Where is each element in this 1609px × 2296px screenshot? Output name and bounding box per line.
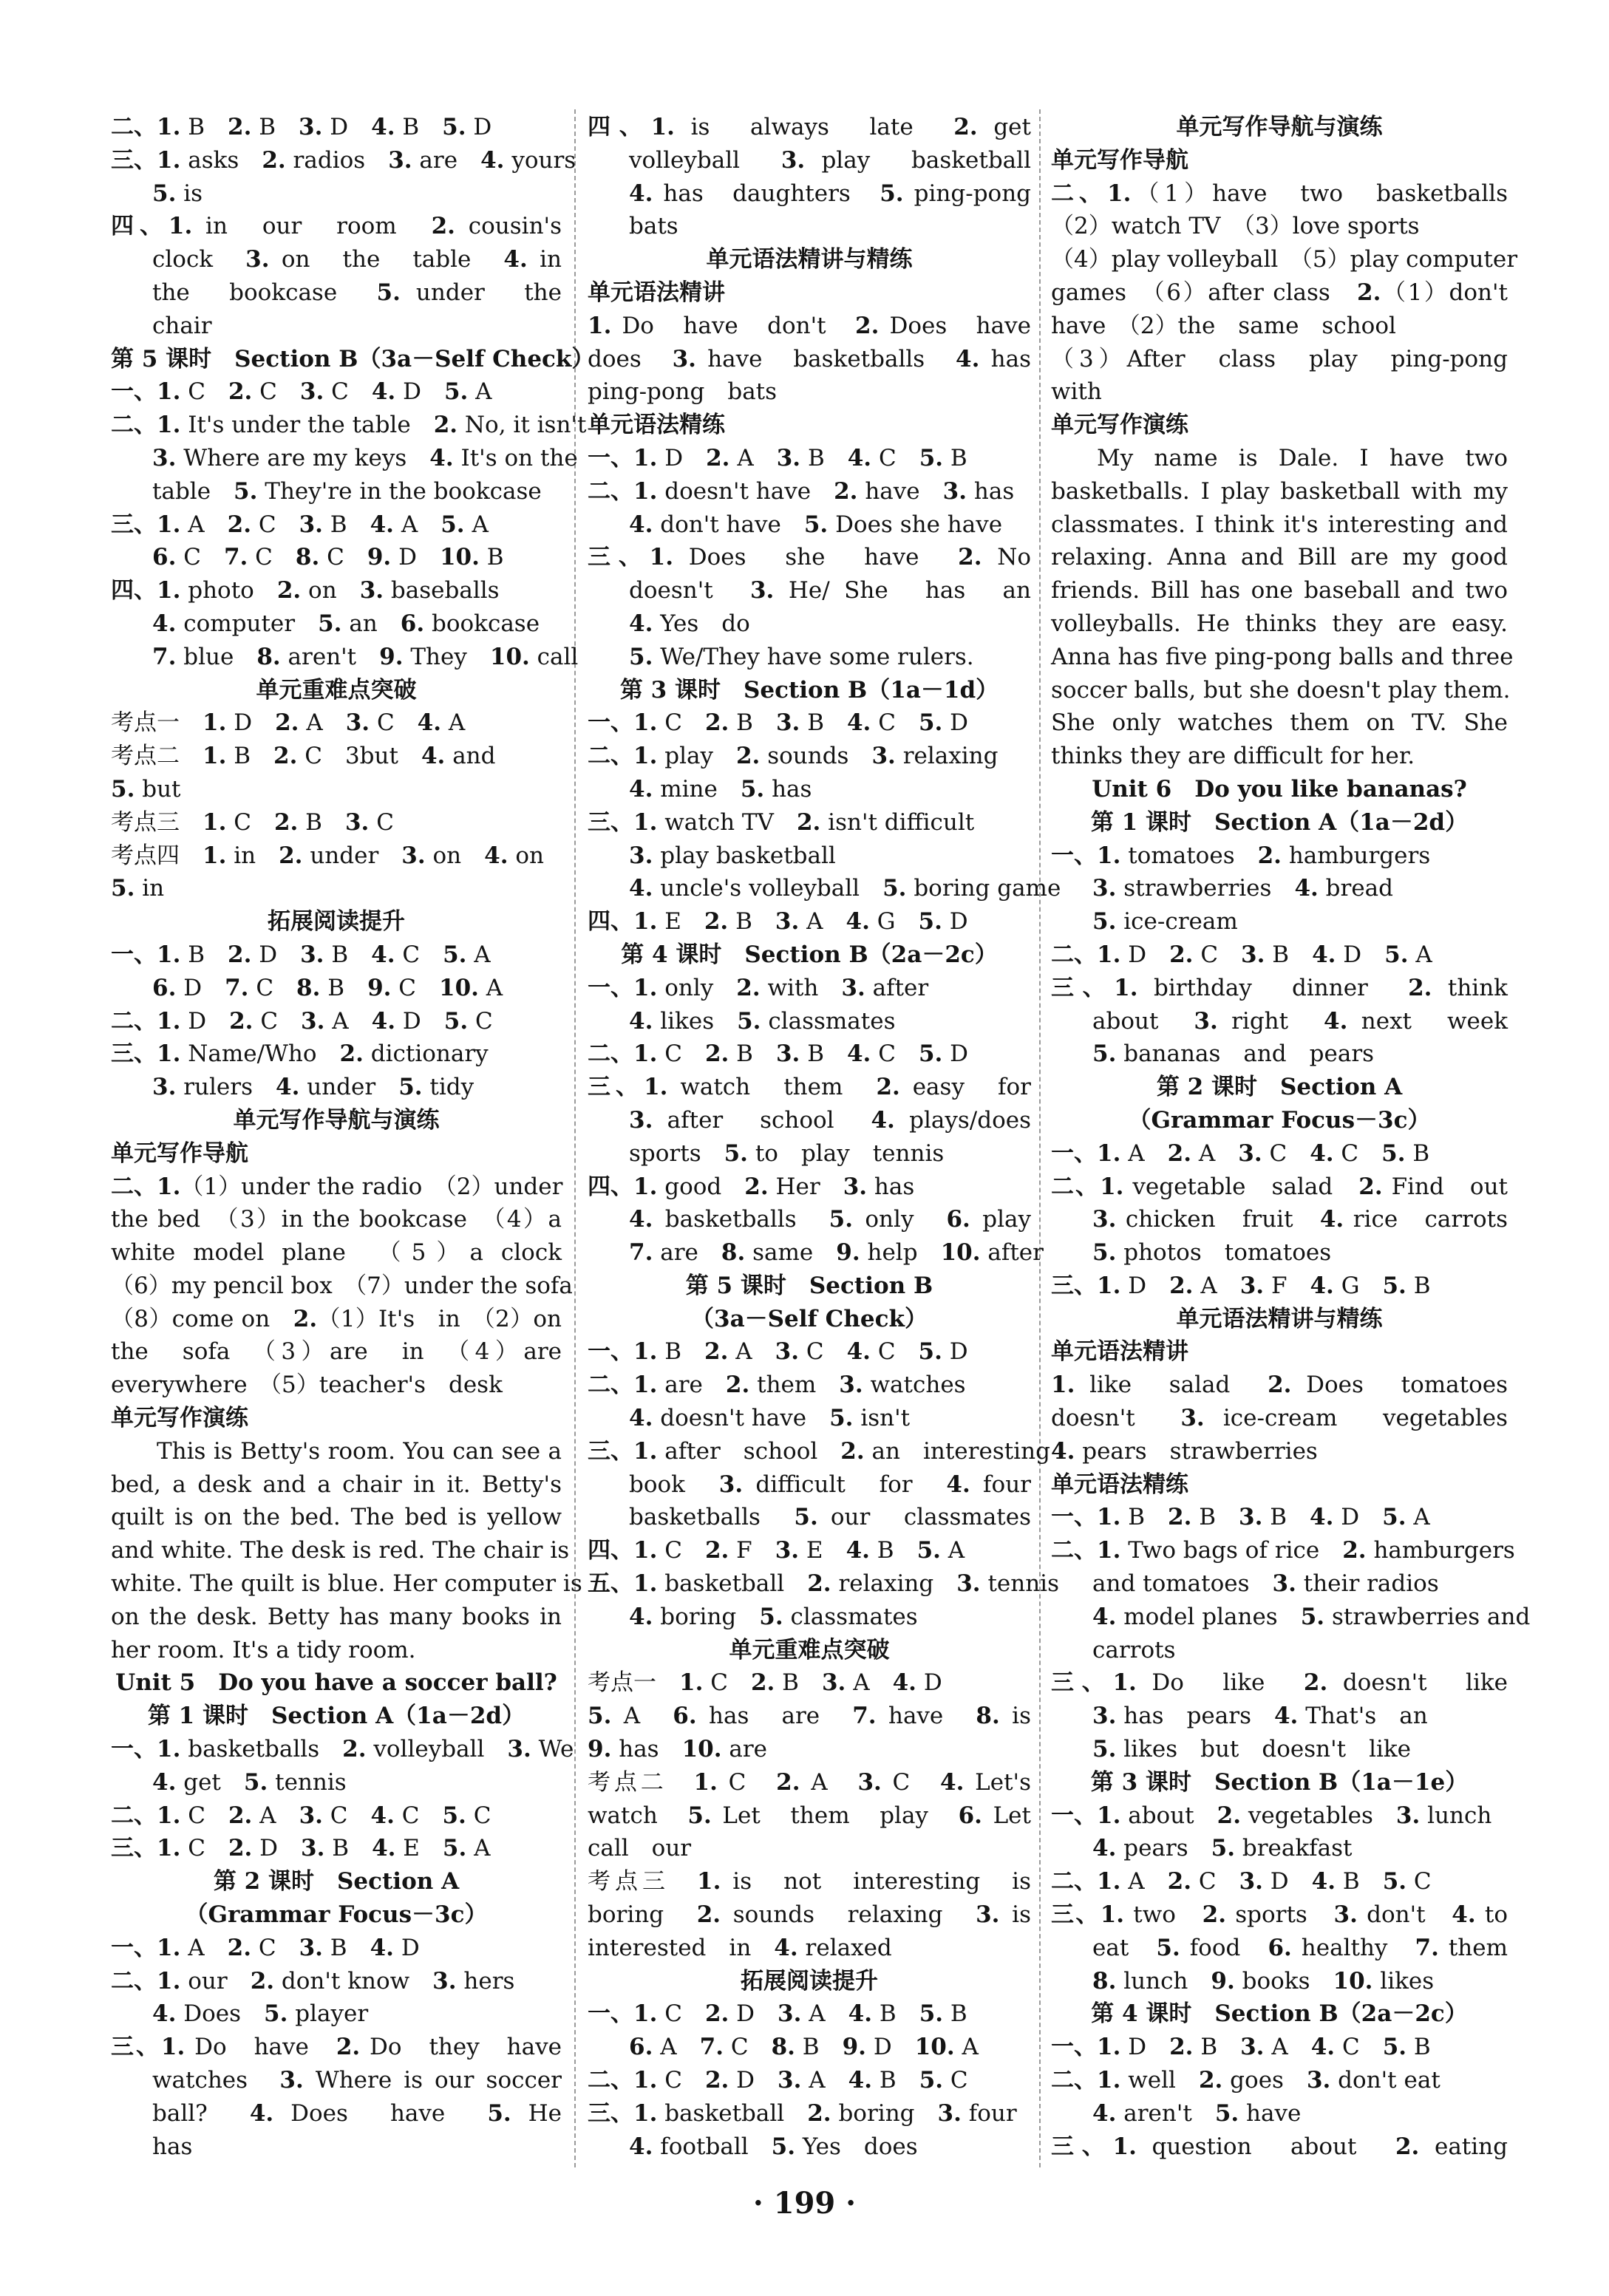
answer-line: sports 5. to play tennis (629, 1140, 945, 1167)
answer-line: doesn't 3. He/ She has an (629, 577, 1031, 604)
answer-line: 三、1. C 2. D 3. B 4. E 5. A (111, 1835, 491, 1862)
answer-line: white. The quilt is blue. Her computer is (111, 1570, 582, 1598)
answer-line: 4. mine 5. has (629, 775, 812, 803)
section-heading: 单元语法精讲与精练 (706, 246, 913, 273)
answer-line: 3. chicken fruit 4. rice carrots (1092, 1206, 1508, 1233)
answer-line: clock 3. on the table 4. in (152, 246, 562, 273)
answer-line: 三、1. Do have 2. Do they have (111, 2034, 562, 2061)
answer-line: the bed （3）in the bookcase （4）a (111, 1206, 562, 1233)
answer-line: 4. has daughters 5. ping-pong (629, 180, 1032, 207)
section-heading: 单元写作导航与演练 (233, 1106, 440, 1134)
section-heading: 第 1 课时 Section A（1a－2d） (1090, 808, 1469, 836)
answer-line: 四、1. in our room 2. cousin's (111, 213, 562, 240)
answer-line: 一、1. C 2. C 3. C 4. D 5. A (111, 378, 492, 406)
answer-line: 4. computer 5. an 6. bookcase (152, 610, 540, 637)
answer-line: 一、1. C 2. B 3. B 4. C 5. D (588, 709, 969, 737)
answer-line: white model plane （5）a clock (111, 1239, 562, 1267)
answer-line: ping-pong bats (588, 378, 778, 406)
section-heading: 第 2 课时 Section A (1156, 1074, 1403, 1101)
answer-line: 5. photos tomatoes (1092, 1239, 1332, 1267)
answer-line: 4. pears 5. breakfast (1092, 1835, 1353, 1862)
answer-line: 4. pears strawberries (1051, 1437, 1318, 1465)
answer-line: interested in 4. relaxed (588, 1934, 892, 1961)
answer-line: ball? 4. Does have 5. He (152, 2099, 562, 2127)
section-heading: 第 5 课时 Section B (685, 1272, 933, 1299)
answer-line: 一、1. C 2. D 3. A 4. B 5. B (588, 2000, 967, 2028)
answer-line: 4. likes 5. classmates (629, 1007, 896, 1035)
answer-line: 二、1. well 2. goes 3. don't eat (1051, 2067, 1440, 2094)
answer-line: 二、1. D 2. C 3. B 4. D 5. A (1051, 941, 1432, 968)
answer-line: boring 2. sounds relaxing 3. is (588, 1901, 1031, 1929)
answer-line: relaxing. Anna and Bill are my good (1051, 544, 1508, 571)
answer-line: 4. model planes 5. strawberries and (1092, 1603, 1531, 1630)
answer-line: 三、1. two 2. sports 3. don't 4. to (1051, 1901, 1508, 1929)
answer-line: 考点三 1. is not interesting is (588, 1868, 1032, 1895)
answer-line: everywhere （5）teacher's desk (111, 1372, 503, 1399)
section-heading: 单元写作导航 (111, 1140, 248, 1167)
answer-column-2 (588, 111, 1061, 2165)
answer-line: 4. doesn't have 5. isn't (629, 1405, 911, 1432)
answer-line: 三、1. birthday dinner 2. think (1051, 974, 1508, 1001)
answer-line: thinks they are difficult for her. (1051, 743, 1415, 770)
answer-column-3 (1051, 111, 1531, 2165)
section-heading: 第 4 课时 Section B（2a－2c） (621, 941, 998, 968)
answer-line: （3）After class play ping-pong (1051, 345, 1508, 372)
answer-line: 三、1. question about 2. eating (1051, 2133, 1508, 2160)
answer-line: eat 5. food 6. healthy 7. them (1092, 1934, 1508, 1961)
answer-line: book 3. difficult for 4. four (629, 1471, 1031, 1498)
answer-line: bats (629, 213, 678, 240)
section-heading: 单元写作导航 (1051, 146, 1188, 174)
answer-line: 二、1. doesn't have 2. have 3. has (588, 477, 1015, 505)
answer-line: 三、1. basketball 2. boring 3. four (588, 2099, 1017, 2127)
answer-line: 一、1. basketballs 2. volleyball 3. We (111, 1736, 574, 1763)
answer-line: 3. rulers 4. under 5. tidy (152, 1074, 474, 1101)
answer-line: 考点二 1. B 2. C 3but 4. and (111, 743, 496, 770)
answer-line: with (1051, 378, 1102, 406)
answer-line: 二、1. C 2. D 3. A 4. B 5. C (588, 2067, 968, 2094)
answer-line: 五、1. basketball 2. relaxing 3. tennis (588, 1570, 1060, 1598)
section-heading: 第 5 课时 Section B（3a－Self Check） (111, 345, 595, 372)
answer-line: 3. has pears 4. That's an (1092, 1703, 1428, 1730)
answer-line: 5. but (111, 775, 181, 803)
answer-line: 一、1. A 2. A 3. C 4. C 5. B (1051, 1140, 1430, 1167)
answer-line: 考点四 1. in 2. under 3. on 4. on (111, 842, 544, 869)
section-heading: 拓展阅读提升 (741, 1967, 878, 1994)
answer-line: volleyballs. He thinks they are easy. (1051, 610, 1508, 637)
answer-line: （6）my pencil box （7）under the sofa (111, 1272, 573, 1299)
answer-line: 四、1. C 2. F 3. E 4. B 5. A (588, 1537, 965, 1564)
answer-line: 三、1. D 2. A 3. F 4. G 5. B (1051, 1272, 1431, 1299)
answer-line: 9. has 10. are (588, 1736, 768, 1763)
answer-line: 5. We/They have some rulers. (629, 643, 974, 670)
answer-line: 3. after school 4. plays/does (629, 1106, 1031, 1134)
section-heading: 第 3 课时 Section B（1a－1e） (1090, 1768, 1469, 1796)
answer-line: her room. It's a tidy room. (111, 1636, 416, 1663)
answer-line: 二、1. It's under the table 2. No, it isn't (111, 412, 587, 439)
page-number: · 199 · (752, 2186, 857, 2221)
answer-line: 一、1. D 2. A 3. B 4. C 5. B (588, 444, 967, 471)
answer-line: and white. The desk is red. The chair is (111, 1537, 570, 1564)
answer-line: Anna has five ping-pong balls and three (1051, 643, 1514, 670)
answer-line: call our (588, 1835, 692, 1862)
answer-line: friends. Bill has one baseball and two (1051, 577, 1508, 604)
answer-line: chair (152, 312, 212, 339)
answer-line: the bookcase 5. under the (152, 279, 562, 306)
section-heading: 单元写作演练 (1051, 412, 1188, 439)
answer-line: 4. basketballs 5. only 6. play (629, 1206, 1031, 1233)
answer-line: 一、1. B 2. D 3. B 4. C 5. A (111, 941, 491, 968)
answer-line: basketballs. I play basketball with my (1051, 477, 1508, 505)
answer-line: 四、1. photo 2. on 3. baseballs (111, 577, 500, 604)
column-divider-right (1039, 109, 1041, 2167)
answer-line: 一、1. tomatoes 2. hamburgers (1051, 842, 1431, 869)
answer-line: 4. uncle's volleyball 5. boring game (629, 875, 1061, 902)
answer-line: 四、1. E 2. B 3. A 4. G 5. D (588, 908, 968, 936)
answer-line: 考点一 1. C 2. B 3. A 4. D (588, 1669, 942, 1697)
answer-line: 二、1. C 2. A 3. C 4. C 5. C (111, 1802, 491, 1829)
answer-line: about 3. right 4. next week (1092, 1007, 1508, 1035)
answer-line: She only watches them on TV. She (1051, 709, 1508, 737)
answer-line: 5. is (152, 180, 203, 207)
answer-line: 考点一 1. D 2. A 3. C 4. A (111, 709, 466, 737)
answer-line: basketballs 5. our classmates (629, 1504, 1032, 1531)
answer-line: 5. bananas and pears (1092, 1040, 1375, 1068)
answer-line: My name is Dale. I have two (1097, 444, 1508, 471)
answer-line: carrots (1092, 1636, 1176, 1663)
answer-line: 4. don't have 5. Does she have (629, 511, 1003, 538)
answer-line: 5. ice-cream (1092, 908, 1238, 936)
section-heading: 第 2 课时 Section A (213, 1868, 460, 1895)
section-heading: 单元重难点突破 (256, 676, 417, 704)
section-heading: 单元重难点突破 (729, 1636, 890, 1663)
section-heading: 单元语法精练 (1051, 1471, 1188, 1498)
answer-line: 三、1. Do like 2. doesn't like (1051, 1669, 1508, 1697)
answer-line: 3. strawberries 4. bread (1092, 875, 1394, 902)
answer-line: have （2）the same school (1051, 312, 1396, 339)
answer-line: 二、1. our 2. don't know 3. hers (111, 1967, 515, 1994)
answer-line: 4. football 5. Yes does (629, 2133, 918, 2160)
answer-line: 6. C 7. C 8. C 9. D 10. B (152, 544, 504, 571)
answer-line: table 5. They're in the bookcase (152, 477, 542, 505)
answer-line: doesn't 3. ice-cream vegetables (1051, 1405, 1508, 1432)
answer-line: 四、1. is always late 2. get (588, 114, 1031, 140)
answer-line: 二、1. Two bags of rice 2. hamburgers (1051, 1537, 1515, 1564)
section-heading: 单元语法精练 (588, 412, 725, 439)
answer-line: 7. are 8. same 9. help 10. after (629, 1239, 1044, 1267)
section-heading: （Grammar Focus－3c） (185, 1901, 488, 1929)
section-heading: （3a－Self Check） (691, 1305, 928, 1332)
answer-line: 三、1. Does she have 2. No (588, 544, 1031, 571)
answer-line: classmates. I think it's interesting and (1051, 511, 1508, 538)
answer-line: and tomatoes 3. their radios (1092, 1570, 1439, 1598)
answer-line: 4. boring 5. classmates (629, 1603, 918, 1630)
answer-line: 考点二 1. C 2. A 3. C 4. Let's (588, 1768, 1031, 1796)
answer-line: 8. lunch 9. books 10. likes (1092, 1967, 1435, 1994)
answer-line: 5. A 6. has are 7. have 8. is (588, 1703, 1031, 1730)
answer-line: 二、1. are 2. them 3. watches (588, 1372, 966, 1399)
answer-line: 二、1. vegetable salad 2. Find out (1051, 1173, 1508, 1200)
section-heading: 单元语法精讲 (1051, 1338, 1188, 1366)
section-heading: （Grammar Focus－3c） (1128, 1106, 1431, 1134)
section-heading: Unit 6 Do you like bananas? (1092, 775, 1467, 803)
answer-line: 5. likes but doesn't like (1092, 1736, 1412, 1763)
answer-line: soccer balls, but she doesn't play them. (1051, 676, 1511, 704)
section-heading: 单元语法精讲 (588, 279, 725, 306)
answer-line: 二、1. B 2. B 3. D 4. B 5. D (111, 114, 492, 140)
answer-line: 三、1. Name/Who 2. dictionary (111, 1040, 489, 1068)
answer-line: does 3. have basketballs 4. has (588, 345, 1032, 372)
answer-line: 一、1. B 2. A 3. C 4. C 5. D (588, 1338, 968, 1366)
answer-line: （8）come on 2.（1）It's in （2）on (111, 1305, 562, 1332)
section-heading: 单元写作演练 (111, 1405, 248, 1432)
answer-line: 二、1. D 2. C 3. A 4. D 5. C (111, 1007, 493, 1035)
answer-line: 4. Does 5. player (152, 2000, 369, 2028)
answer-line: watches 3. Where is our soccer (152, 2067, 562, 2094)
answer-line: 一、1. about 2. vegetables 3. lunch (1051, 1802, 1492, 1829)
answer-line: 三、1. watch them 2. easy for (588, 1074, 1031, 1101)
answer-line: volleyball 3. play basketball (629, 146, 1031, 174)
answer-line: 一、1. only 2. with 3. after (588, 974, 929, 1001)
answer-line: on the desk. Betty has many books in (111, 1603, 562, 1630)
answer-line: 3. play basketball (629, 842, 836, 869)
answer-line: bed, a desk and a chair in it. Betty's (111, 1471, 562, 1498)
answer-line: 三、1. after school 2. an interesting (588, 1437, 1050, 1465)
answer-line: quilt is on the bed. The bed is yellow (111, 1504, 562, 1531)
answer-line: This is Betty's room. You can see a (157, 1437, 562, 1465)
answer-line: （2）watch TV （3）love sports (1051, 213, 1420, 240)
answer-line: 1. like salad 2. Does tomatoes (1051, 1372, 1508, 1399)
answer-line: 二、1. A 2. C 3. D 4. B 5. C (1051, 1868, 1432, 1895)
answer-line: 一、1. B 2. B 3. B 4. D 5. A (1051, 1504, 1430, 1531)
section-heading: 单元写作导航与演练 (1176, 114, 1383, 140)
answer-line: the sofa （3）are in （4）are (111, 1338, 562, 1366)
section-heading: 第 4 课时 Section B（2a－2c） (1091, 2000, 1468, 2028)
answer-line: 6. A 7. C 8. B 9. D 10. A (629, 2034, 979, 2061)
answer-line: games （6）after class 2.（1）don't (1051, 279, 1508, 306)
answer-line: 6. D 7. C 8. B 9. C 10. A (152, 974, 503, 1001)
section-heading: 第 1 课时 Section A（1a－2d） (147, 1703, 525, 1730)
answer-column-1 (111, 111, 595, 2165)
answer-line: 三、1. watch TV 2. isn't difficult (588, 808, 975, 836)
answer-line: 二、1. C 2. B 3. B 4. C 5. D (588, 1040, 969, 1068)
answer-line: 一、1. D 2. B 3. A 4. C 5. B (1051, 2034, 1431, 2061)
answer-line: 三、1. A 2. C 3. B 4. A 5. A (111, 511, 489, 538)
answer-line: 二、1. play 2. sounds 3. relaxing (588, 743, 999, 770)
answer-line: 4. get 5. tennis (152, 1768, 347, 1796)
section-heading: 第 3 课时 Section B（1a－1d） (619, 676, 999, 704)
answer-line: （4）play volleyball （5）play computer (1051, 246, 1518, 273)
answer-line: has (152, 2133, 193, 2160)
answer-line: 1. Do have don't 2. Does have (588, 312, 1031, 339)
section-heading: Unit 5 Do you have a soccer ball? (115, 1669, 557, 1697)
answer-line: 7. blue 8. aren't 9. They 10. call (152, 643, 579, 670)
answer-line: 3. Where are my keys 4. It's on the (152, 444, 578, 471)
answer-line: watch 5. Let them play 6. Let (588, 1802, 1031, 1829)
answer-line: 一、1. A 2. C 3. B 4. D (111, 1934, 420, 1961)
section-heading: 拓展阅读提升 (268, 908, 405, 936)
answer-line: 4. aren't 5. have (1092, 2099, 1302, 2127)
answer-line: 4. Yes do (629, 610, 750, 637)
answer-line: 考点三 1. C 2. B 3. C (111, 808, 394, 836)
answer-line: 四、1. good 2. Her 3. has (588, 1173, 915, 1200)
answer-line: 5. in (111, 875, 165, 902)
section-heading: 单元语法精讲与精练 (1176, 1305, 1383, 1332)
answer-line: 二、1.（1）under the radio （2）under (111, 1173, 563, 1200)
answer-line: 三、1. asks 2. radios 3. are 4. yours (111, 146, 576, 174)
answer-line: 二、1.（1）have two basketballs (1051, 180, 1508, 207)
